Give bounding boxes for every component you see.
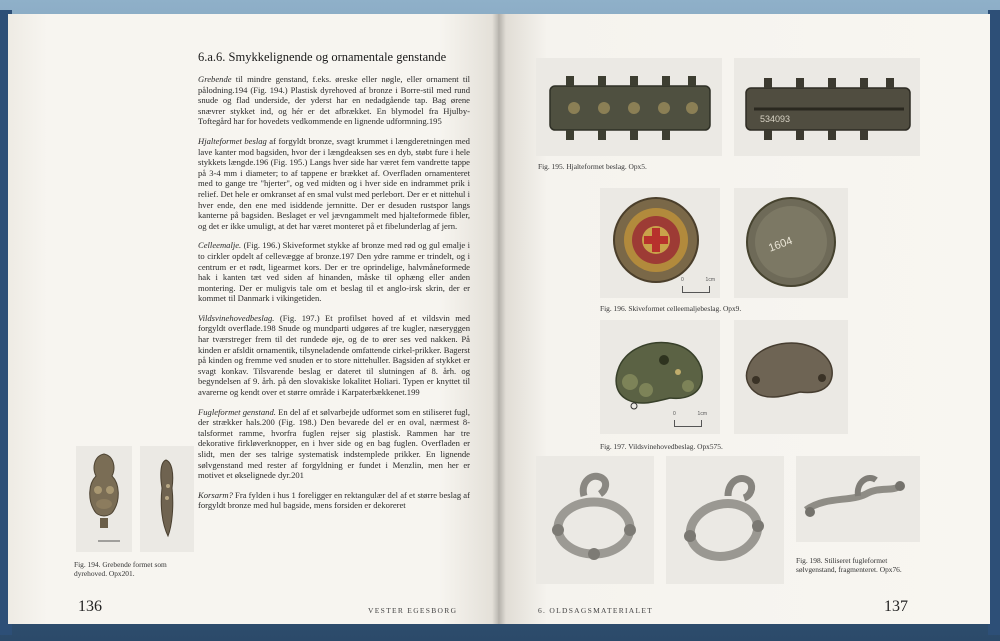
paragraph-lead: Korsarm?	[198, 489, 233, 500]
bird-object-view3-icon	[796, 456, 920, 542]
paragraph-hjalteformet	[198, 136, 470, 231]
paragraph-korsarm	[198, 490, 470, 511]
enamel-disc-front-icon	[600, 188, 720, 298]
fig196-photo-back	[734, 188, 848, 298]
hilt-mount-front-icon	[536, 58, 722, 156]
fig198-photo-2	[666, 456, 784, 584]
fig198-photo-3	[796, 456, 920, 542]
scale-bar	[681, 277, 715, 293]
paragraph-text: Fra fylden i hus 1 foreligger en rektangulær del af et større beslag af forgyldt bronze med hul bagside, mens forsiden er dekoreret	[198, 489, 470, 511]
fig197-photo-back	[734, 320, 848, 434]
boar-head-back-icon	[734, 320, 848, 434]
running-head-left: VESTER EGESBORG	[368, 606, 458, 615]
scale-bar	[673, 411, 707, 427]
bird-object-view2-icon	[666, 456, 784, 584]
fig194-photo-front	[76, 446, 132, 552]
book-gutter	[492, 14, 506, 624]
paragraph-lead: Hjalteformet beslag	[198, 135, 267, 146]
paragraph-celleemalje	[198, 240, 470, 304]
left-page	[8, 14, 498, 624]
right-page	[498, 14, 990, 624]
fig195-caption: Fig. 195. Hjalteformet beslag. Opx5.	[538, 162, 647, 171]
fig196-photo-front	[600, 188, 720, 298]
scale-unit-label: 1cm	[697, 411, 707, 417]
animal-head-object-icon	[76, 446, 132, 552]
fig197-photo-front	[600, 320, 720, 434]
bird-object-view1-icon	[536, 456, 654, 584]
running-head-right: 6. OLDSAGSMATERIALET	[538, 606, 654, 615]
scale-zero-label: 0	[681, 277, 684, 283]
page-number-left: 136	[78, 598, 102, 615]
paragraph-fugleformet	[198, 407, 470, 481]
fig194-caption: Fig. 194. Grebende formet som dyrehoved. Opx201.	[74, 560, 167, 578]
fig198-photo-1	[536, 456, 654, 584]
fig194-photo-side	[140, 446, 194, 552]
fig197-caption: Fig. 197. Vildsvinehovedbeslag. Opx575.	[600, 442, 723, 451]
paragraph-vildsvin	[198, 313, 470, 398]
fig196-caption: Fig. 196. Skiveformet celleemaljebeslag. Opx9.	[600, 304, 742, 313]
inscription-195: 534093	[760, 114, 791, 124]
paragraph-lead: Vildsvinehovedbeslag.	[198, 312, 275, 323]
animal-head-side-icon	[140, 446, 194, 552]
paragraph-text: af forgyldt bronze, svagt krummet i længderetningen med lave kanter mod bagsiden, hvor der i længdeaksen ses en dyb, støbt fure i hele stykkets længde.196 (Fig. 195.) Langs hver side har været fem vandrette tappe på 3-4 mm i diameter; to af tappene er brækket af. Overfladen ornamenteret med to gange tre "hjerter", og ved midten og i hver side en indrammet prik i relief. Det hele er omkranset af en smal vulst med perlebort. Der er et nittehul i hver ende, den ene med isiddende jernnitte. Der er desuden rustspor langs kanterne på bagsiden. Beslaget er vel jævngammelt med hjalteformede fibler, og det er ikke umuligt, at det har været monteret på et fibelunderlag af jern.	[198, 135, 470, 231]
paragraph-lead: Grebende	[198, 74, 232, 84]
hilt-mount-back-icon	[734, 58, 920, 156]
fig195-photo-front	[536, 58, 722, 156]
section-heading: 6.a.6. Smykkelignende og ornamentale genstande	[198, 50, 447, 64]
fig198-caption: Fig. 198. Stiliseret fugleformet sølvgenstand, fragmenteret. Opx76.	[796, 556, 902, 574]
paragraph-text: (Fig. 196.) Skiveformet stykke af bronze med rød og gul emalje i to cirkler opdelt af cellevægge af bronze.197 Den ydre ramme er trindelt, og i centrum er et rødt, ligearmet kors. Der er tre oprindelige, halvmåneformede hak i kanten tæt ved siden af hinanden, måske til ophæng eller anden montering. Der er muligvis tale om et beslag til et anglo-irsk skrin, der er kommet til Danmark i vikingetiden.	[198, 240, 470, 304]
fig195-photo-back	[734, 58, 920, 156]
inscription-196: 1604	[766, 234, 795, 255]
page-number-right: 137	[884, 598, 908, 615]
enamel-disc-back-icon	[734, 188, 848, 298]
paragraph-text: (Fig. 197.) Et profilset hoved af et vildsvin med forgyldt overflade.198 Snude og mundparti udgøres af tre kugler, næseryggen har tværstreger frem til det rundede øje, og de to ører ses ved nakken. På kinden er afsldit ornamentik, tilsyneladende omfattende cirkel-prikker. Bagerst på kinden og fremme ved snuden er to store nittehuller. Bagsiden af stykket er svagt konkav. Tilsvarende beslag er dateret til slutningen af 8. årh. og begyndelsen af 9. årh. på den slovakiske lokalitet Holiari. Typen er knyttet til avarerne og kendt over et større område i Karpaterbækkenet.199	[198, 312, 470, 398]
paragraph-text: En del af et sølvarbejde udformet som en stiliseret fugl, der strækker hals.200 (Fig. 198.) Den bevarede del er en oval, nærmest 8-talsformet ramme, hvorfra fuglen rejser sig plastisk. Rammen har tre dekorative firkløverknopper, en i hver side og en bag fuglen. Overfladen er slidt, men der ses talrige systematisk indstemplede prikker. En lignende sølvgenstand med rester af forgyldning er fundet i Menzlin, men her er motivet et økselignede dyr.201	[198, 406, 470, 481]
paragraph-text: til mindre genstand, f.eks. øreske eller nøgle, eller ornament til pålodning.194 (Fig. 194.) Plastisk dyrehoved af bronze i Borre-stil med rund snude og flad underside, der yderst har en nedadgående tap. Bag ørene snævrer stykket ind, og hér er det afbrækket. En blymodel fra Hjulby-Toftegård har for hovedets vedkommende en lignende udformning.195	[198, 74, 470, 127]
scale-zero-label: 0	[673, 411, 676, 417]
paragraph-lead: Fugleformet genstand.	[198, 406, 276, 417]
paragraph-lead: Celleemalje.	[198, 240, 242, 251]
left-text-column	[198, 74, 470, 520]
scale-unit-label: 1cm	[705, 277, 715, 283]
paragraph-grebende	[198, 74, 470, 127]
